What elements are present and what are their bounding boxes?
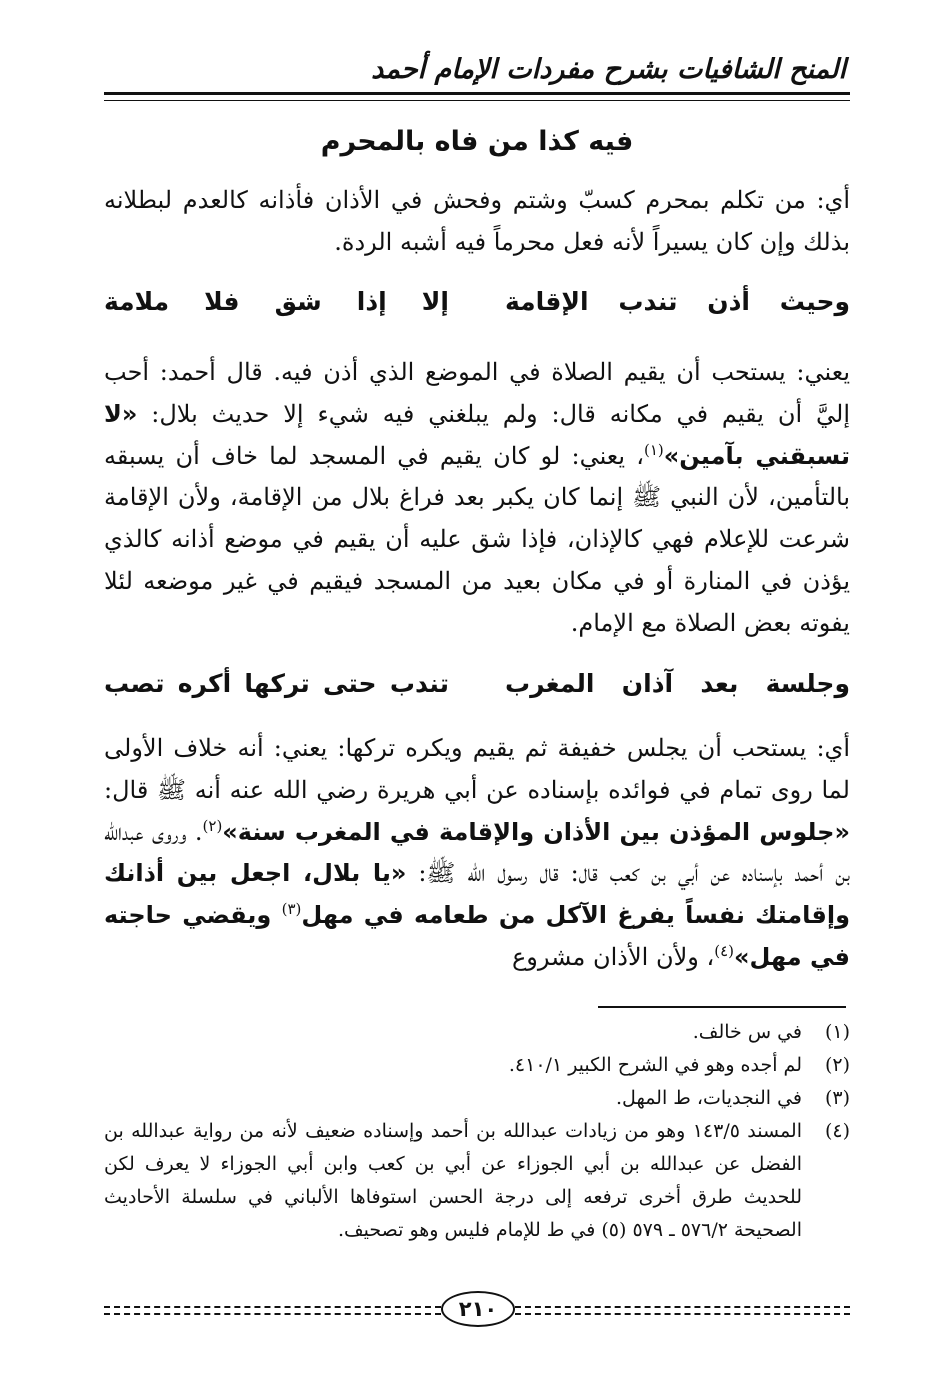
footnote-ref-3[interactable]: (٣): [281, 900, 302, 919]
page-number: ٢١٠: [441, 1291, 515, 1327]
footnote-item: [104, 1115, 850, 1247]
verse-2-second-hemistich: تندب حتى تركها أكره تصب: [104, 669, 449, 698]
header-rule-bottom: [104, 100, 850, 101]
hadith-quote-amin: «لا تسبقني بآمين»: [104, 399, 850, 470]
paragraph-3-text-c: ، ولأن الأذان مشروع: [511, 942, 715, 971]
footnote-text: في س خالف.: [692, 1021, 802, 1043]
verse-line-1: [104, 282, 850, 322]
verse-1-first-hemistich: وحيث أذن تندب الإقامة: [505, 287, 850, 316]
footnote-separator: [598, 1006, 846, 1008]
paragraph-3-text-a: أي: يستحب أن يجلس خفيفة ثم يقيم ويكره تركها: يعني: أنه خلاف الأولى لما روى تمام في فوائده بإسناده عن أبي هريرة رضي الله عنه أنه ﷺ قال:: [104, 734, 850, 804]
footnote-number: (١): [824, 1021, 850, 1043]
footnote-ref-2[interactable]: (٢): [202, 816, 223, 835]
verse-2-first-hemistich: وجلسة بعد آذان المغرب: [505, 669, 850, 698]
paragraph-3: [104, 728, 850, 979]
footnote-number: (٤): [824, 1120, 850, 1142]
verse-1-second-hemistich: إلا إذا شق فلا ملامة: [104, 287, 449, 316]
footnote-text: لم أجده وهو في الشرح الكبير ٤١٠/١.: [508, 1054, 802, 1076]
footnote-item: [104, 1016, 850, 1049]
ornament-dash-left-top: [104, 1306, 441, 1308]
header-rule-top: [104, 92, 850, 95]
paragraph-1: أي: من تكلم بمحرم كسبّ وشتم وفحش في الأذان فأذانه كالعدم لبطلانه بذلك وإن كان يسيراً لأنه فعل محرماً فيه أشبه الردة.: [104, 186, 850, 256]
verse-line-2: [104, 664, 850, 704]
paragraph-2-text-a: يعني: يستحب أن يقيم الصلاة في الموضع الذي أذن فيه. قال أحمد: أحب إليَّ أن يقيم في مكانه قال: ولم يبلغني فيه شيء إلا حديث بلال:: [104, 358, 850, 428]
section-heading: فيه كذا من فاه بالمحرم: [320, 126, 634, 157]
ornament-dash-right-bottom: [515, 1313, 850, 1315]
footnotes: [104, 1016, 850, 1247]
footnote-number: (٣): [824, 1087, 850, 1109]
paragraph-2: [104, 352, 850, 645]
footnote-text: في النجديات، ط المهل.: [616, 1087, 802, 1109]
footnote-ref-4[interactable]: (٤): [714, 941, 735, 960]
footnote-item: [104, 1082, 850, 1115]
ornament-dash-right-top: [515, 1306, 850, 1308]
hadith-quote-bilal-b: ويقضي حاجته في مهل»: [104, 901, 850, 971]
ornament-dash-left-bottom: [104, 1313, 441, 1315]
hadith-quote-maghrib: «جلوس المؤذن بين الأذان والإقامة في المغرب سنة»: [222, 817, 850, 846]
footnote-item: [104, 1049, 850, 1082]
footnote-number: (٢): [824, 1054, 850, 1076]
paragraph-2-text-b: ، يعني: لو كان يقيم في المسجد لما خاف أن يسبقه بالتأمين، لأن النبي ﷺ إنما كان يكبر بعد فراغ بلال من الإقامة، ولأن الإقامة شرعت للإعلام فهي كالإذان، فإذا شق عليه أن يقيم في موضع أذانه كالذي يؤذن في المنارة أو في مكان بعيد من المسجد فيقيم في غير موضعه لئلا يفوته بعض الصلاة مع الإمام.: [104, 441, 850, 637]
running-header-title: المنح الشافيات بشرح مفردات الإمام أحمد: [371, 54, 846, 85]
footnote-text: المسند ١٤٣/٥ وهو من زيادات عبدالله بن أحمد وإسناده ضعيف لأنه من رواية عبدالله بن الفضل عن عبدالله بن أبي الجوزاء عن أبي بن كعب وابن أبي الجوزاء لا يعرف لكن للحديث طرق أخرى ترفعه إلى درجة الحسن استوفاها الألباني في سلسلة الأحاديث الصحيحة ٥٧٦/٢ ـ ٥٧٩ (٥) في ط للإمام فليس وهو تصحيف.: [104, 1120, 803, 1241]
paragraph-3-text-b: . وروى عبدالله بن أحمد بإسناده عن أبي بن كعب قال: قال رسول الله ﷺ:: [104, 817, 850, 888]
hadith-quote-bilal-a: «يا بلال، اجعل بين أذانك وإقامتك نفساً يفرغ الآكل من طعامه في مهل: [104, 859, 850, 930]
footnote-ref-1[interactable]: (١): [643, 440, 664, 459]
